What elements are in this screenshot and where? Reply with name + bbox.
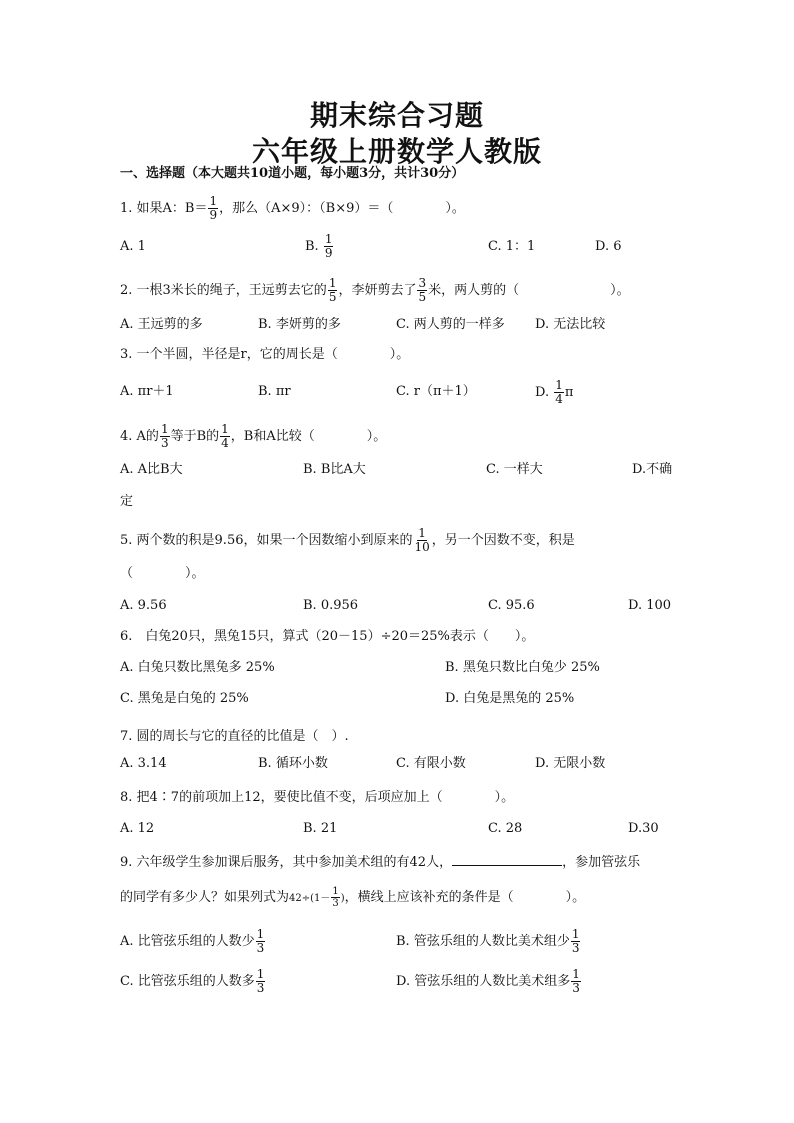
- q5-option-c: C. 95.6: [488, 598, 535, 613]
- question-1-text-post: ，那么（A×9）：（B×9）＝（ ）。: [219, 201, 465, 216]
- fraction: $\frac{1}{9}$: [324, 232, 333, 260]
- question-9-line2: 的同学有多少人？如果列式为42÷(1－ $\frac{1}{3}$ )，横线上应该补充的条件是（ ）。: [120, 886, 586, 909]
- fraction: $\frac{1}{10}$: [414, 526, 430, 554]
- fraction: $\frac{1}{3}$: [332, 886, 339, 909]
- fraction: $\frac{1}{3}$: [571, 927, 580, 955]
- q2-option-b: B. 李妍剪的多: [258, 317, 341, 332]
- question-8: 8. 把4∶7的前项加上12，要使比值不变，后项应加上（ ）。: [120, 790, 515, 805]
- fraction: $\frac{1}{5}$: [328, 276, 337, 304]
- q9-option-d: D. 管弦乐组的人数比美术组多 $\frac{1}{3}$: [396, 967, 580, 995]
- q6-option-d: D. 白兔是黑兔的 25%: [445, 691, 575, 706]
- q8-option-a: A. 12: [120, 821, 155, 836]
- worksheet-subtitle: 六年级上册数学人教版: [251, 135, 542, 168]
- fraction: $\frac{1}{9}$: [209, 194, 218, 222]
- q9-option-c: C. 比管弦乐组的人数多 $\frac{1}{3}$: [120, 967, 265, 995]
- q7-option-d: D. 无限小数: [535, 756, 606, 771]
- fraction: $\frac{3}{5}$: [418, 276, 427, 304]
- question-6: 6. 白兔20只，黑兔15只，算式（20－15）÷20＝25%表示（ ）。: [120, 629, 535, 644]
- q1-option-d: D. 6: [595, 239, 622, 254]
- question-7: 7. 圆的周长与它的直径的比值是（ ）.: [120, 729, 349, 744]
- question-2: 2. 一根3米长的绳子，王远剪去它的 $\frac{1}{5}$ ，李妍剪去了 $\frac{3}{5}$ 米，两人剪的（ ）。: [120, 276, 630, 304]
- q2-option-c: C. 两人剪的一样多: [396, 317, 505, 332]
- q5-option-b: B. 0.956: [303, 598, 359, 613]
- question-5-blank: （ ）。: [120, 566, 205, 581]
- q4-option-b: B. B比A大: [303, 462, 366, 477]
- q8-option-b: B. 21: [303, 821, 338, 836]
- q6-option-c: C. 黑兔是白兔的 25%: [120, 691, 249, 706]
- fraction: $\frac{1}{3}$: [572, 967, 580, 995]
- question-9: 9. 六年级学生参加课后服务，其中参加美术组的有42人， ，参加管弦乐: [120, 851, 640, 873]
- q6-option-a: A. 白兔只数比黑兔多 25%: [120, 660, 275, 675]
- worksheet-title: 期末综合习题: [309, 99, 484, 132]
- q5-option-d: D. 100: [628, 598, 672, 613]
- q8-option-d: D.30: [628, 821, 659, 836]
- q2-option-d: D. 无法比较: [535, 317, 606, 332]
- q3-option-d: D. $\frac{1}{4}$ π: [535, 378, 574, 406]
- q2-option-a: A. 王远剪的多: [120, 317, 203, 332]
- q1-option-b: B. $\frac{1}{9}$: [305, 232, 333, 260]
- question-4: 4. A的 $\frac{1}{3}$ 等于B的 $\frac{1}{4}$ ，B和A比较（ ）。: [120, 422, 387, 450]
- fraction: $\frac{1}{3}$: [256, 967, 265, 995]
- q4-option-a: A. A比B大: [120, 462, 183, 477]
- q7-option-c: C. 有限小数: [396, 756, 466, 771]
- q9-option-b: B. 管弦乐组的人数比美术组少 $\frac{1}{3}$: [396, 927, 580, 955]
- q4-option-d-wrap: 定: [120, 494, 134, 509]
- fraction: $\frac{1}{4}$: [221, 422, 229, 450]
- question-5: 5. 两个数的积是9.56，如果一个因数缩小到原来的 $\frac{1}{10}$ ，另一个因数不变，积是: [120, 526, 575, 554]
- q6-option-b: B. 黑兔只数比白兔少 25%: [445, 660, 600, 675]
- q3-option-b: B. πr: [258, 384, 291, 399]
- section-heading: 一、选择题（本大题共10道小题，每小题3分，共计30分）: [120, 166, 465, 181]
- q1-option-a: A. 1: [120, 239, 146, 254]
- q8-option-c: C. 28: [488, 821, 523, 836]
- q3-option-c: C. r（π＋1）: [396, 384, 476, 399]
- answer-blank: [452, 851, 562, 866]
- q4-option-d: D.不确: [632, 462, 673, 477]
- q5-option-a: A. 9.56: [120, 598, 167, 613]
- q9-option-a: A. 比管弦乐组的人数少 $\frac{1}{3}$: [120, 927, 265, 955]
- fraction: $\frac{1}{3}$: [256, 927, 265, 955]
- q1-option-c: C. 1：1: [488, 239, 536, 254]
- q4-option-c: C. 一样大: [486, 462, 543, 477]
- q7-option-b: B. 循环小数: [258, 756, 328, 771]
- question-3: 3. 一个半圆，半径是r，它的周长是（ ）。: [120, 347, 410, 362]
- fraction: $\frac{1}{4}$: [555, 378, 563, 406]
- q7-option-a: A. 3.14: [120, 756, 167, 771]
- question-1: [120, 195, 465, 222]
- question-1-text-pre: 1. 如果A：B＝: [120, 201, 208, 216]
- fraction: $\frac{1}{3}$: [160, 422, 169, 450]
- q3-option-a: A. πr＋1: [120, 384, 174, 399]
